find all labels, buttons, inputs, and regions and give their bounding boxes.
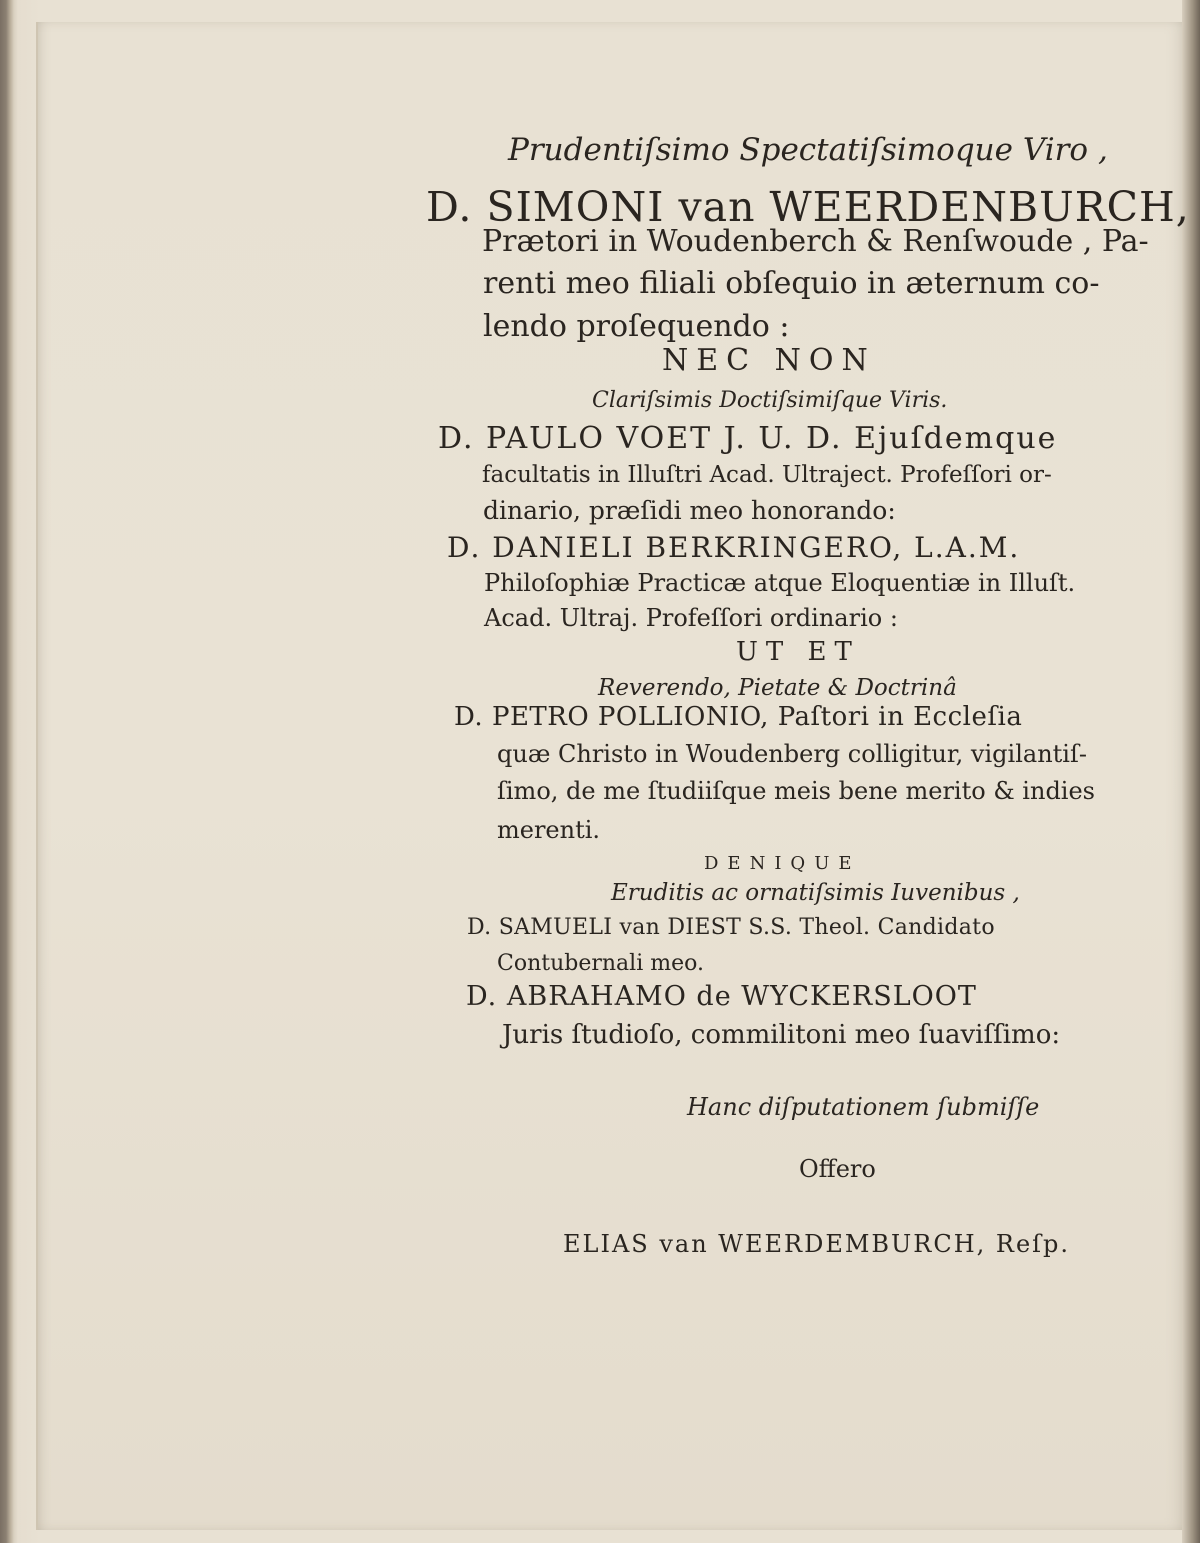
- dedication-line: Prudentiſsimo Spectatiſsimoque Viro ,: [508, 132, 1108, 168]
- dedication-line: D. PETRO POLLIONIO, Paſtori in Eccleſia: [454, 702, 1023, 732]
- dedication-line: Prætori in Woudenberch & Renſwoude , Pa-: [482, 224, 1149, 259]
- dedication-line: Philoſophiæ Practicæ atque Eloquentiæ in Illuſt.: [484, 569, 1076, 597]
- dedication-line: Contubernali meo.: [497, 951, 704, 976]
- dedication-line: UT ET: [736, 637, 860, 667]
- dedication-line: D. SIMONI van WEERDENBURCH,: [426, 183, 1190, 231]
- dedication-line: NEC NON: [662, 343, 876, 378]
- dedication-line: Acad. Ultraj. Profeſſori ordinario :: [484, 604, 898, 632]
- dedication-line: Offero: [799, 1155, 876, 1183]
- dedication-line: Eruditis ac ornatiſsimis Iuvenibus ,: [611, 880, 1020, 906]
- dedication-line: merenti.: [497, 816, 601, 844]
- dedication-line: D. DANIELI BERKRINGERO, L.A.M.: [447, 531, 1021, 564]
- dedication-line: facultatis in Illuſtri Acad. Ultraject. Profeſſori or-: [482, 462, 1052, 488]
- dedication-line: DENIQUE: [704, 853, 861, 874]
- dedication-line: D. ABRAHAMO de WYCKERSLOOT: [466, 981, 977, 1012]
- respondent-signature-line: ELIAS van WEERDEMBURCH, Reſp.: [563, 1230, 1071, 1258]
- dedication-line: D. PAULO VOET J. U. D. Ejuſdemque: [438, 421, 1058, 456]
- dedication-line: Clariſsimis Doctiſsimiſque Viris.: [592, 388, 948, 413]
- dedication-line: Juris ſtudioſo, commilitoni meo ſuaviſſimo:: [502, 1020, 1061, 1050]
- dedication-line: lendo proſequendo :: [483, 309, 790, 344]
- dedication-line: dinario, præſidi meo honorando:: [483, 496, 896, 525]
- dedication-line: ſimo, de me ſtudiiſque meis bene merito & indies: [497, 777, 1095, 805]
- dedication-line: Hanc diſputationem ſubmiſſe: [687, 1093, 1040, 1121]
- dedication-line: D. SAMUELI van DIEST S.S. Theol. Candidato: [467, 915, 995, 940]
- dedication-line: renti meo filiali obſequio in æternum co-: [483, 266, 1100, 301]
- dedication-line: quæ Christo in Woudenberg colligitur, vigilantiſ-: [497, 740, 1087, 768]
- dedication-line: Reverendo, Pietate & Doctrinâ: [598, 675, 957, 701]
